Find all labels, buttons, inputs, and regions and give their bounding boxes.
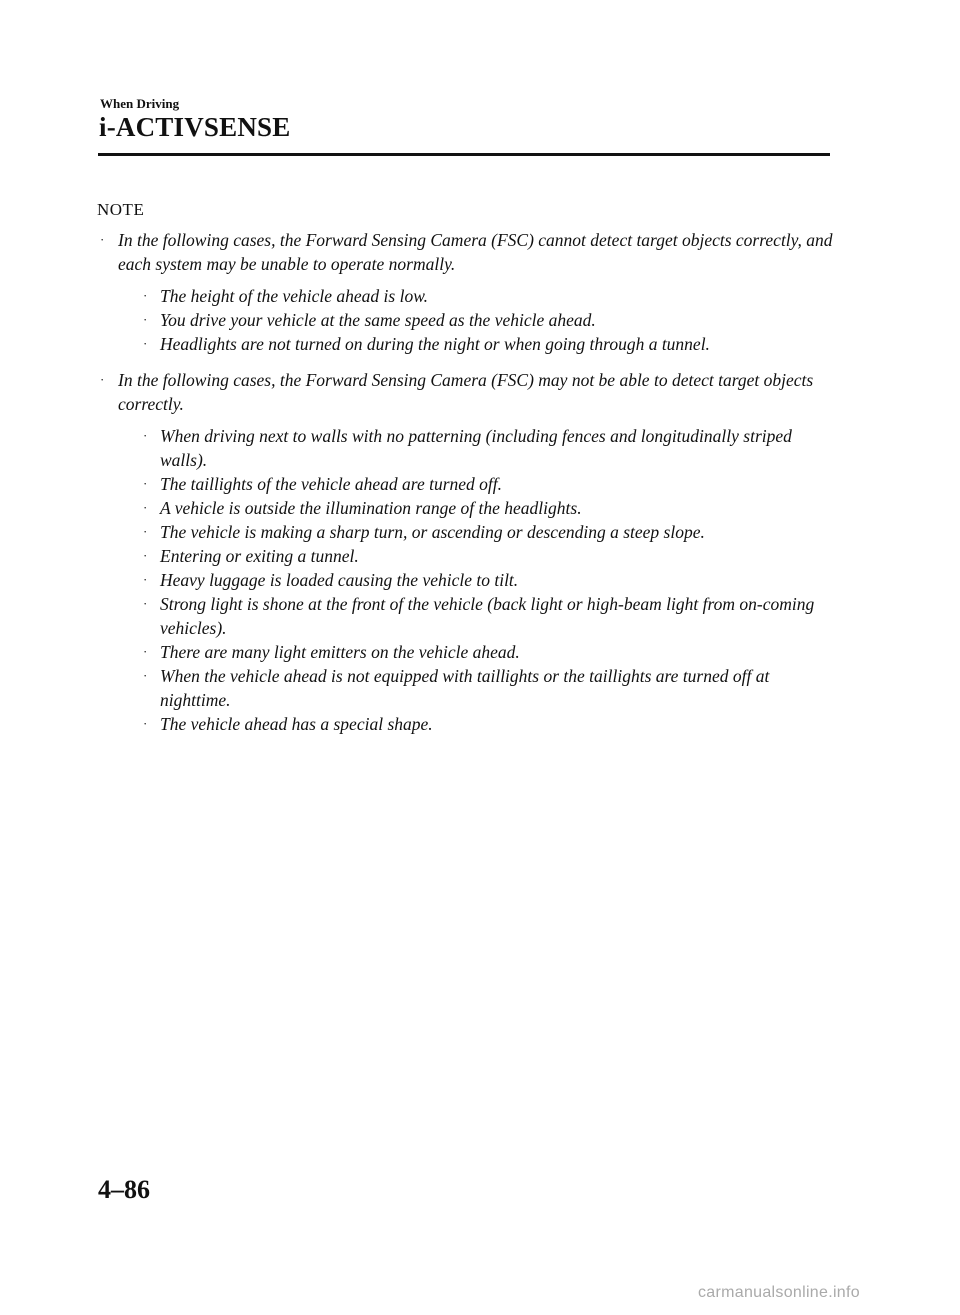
sub-item-text: When the vehicle ahead is not equipped with taillights or the taillights are turned off at nighttime. [160, 666, 770, 710]
note-item-text: In the following cases, the Forward Sensing Camera (FSC) cannot detect target objects correctly, and each system may be unable to operate normally. [118, 230, 833, 274]
note-item [97, 228, 837, 356]
sub-list-item [138, 496, 837, 520]
sub-item-text: A vehicle is outside the illumination range of the headlights. [160, 498, 582, 518]
sub-item-text: The vehicle ahead has a special shape. [160, 714, 433, 734]
sub-list-item [138, 544, 837, 568]
sub-item-text: You drive your vehicle at the same speed as the vehicle ahead. [160, 310, 596, 330]
sub-list-item [138, 664, 837, 712]
sub-list [118, 284, 837, 356]
bullet-icon: · [143, 548, 148, 563]
sub-item-text: Strong light is shone at the front of the vehicle (back light or high-beam light from on-coming vehicles). [160, 594, 815, 638]
sub-list-item [138, 308, 837, 332]
bullet-icon: · [100, 372, 105, 387]
bullet-icon: · [143, 288, 148, 303]
note-item-text: In the following cases, the Forward Sensing Camera (FSC) may not be able to detect target objects correctly. [118, 370, 814, 414]
note-heading: NOTE [97, 200, 145, 219]
sub-item-text: There are many light emitters on the vehicle ahead. [160, 642, 520, 662]
sub-list-item [138, 592, 837, 640]
sub-item-text: Heavy luggage is loaded causing the vehicle to tilt. [160, 570, 519, 590]
sub-list [118, 424, 837, 736]
bullet-icon: · [143, 572, 148, 587]
sub-list-item [138, 472, 837, 496]
note-box [97, 200, 837, 748]
bullet-icon: · [143, 716, 148, 731]
sub-list-item [138, 712, 837, 736]
page-number: 4–86 [98, 1175, 150, 1204]
bullet-icon: · [143, 668, 148, 683]
bullet-icon: · [143, 644, 148, 659]
title-divider [98, 153, 830, 156]
bullet-icon: · [143, 312, 148, 327]
sub-list-item [138, 424, 837, 472]
sub-list-item [138, 568, 837, 592]
sub-list-item [138, 284, 837, 308]
note-item [97, 368, 837, 736]
page-title: i-ACTIVSENSE [99, 112, 291, 142]
sub-list-item [138, 640, 837, 664]
bullet-icon: · [143, 524, 148, 539]
bullet-icon: · [143, 476, 148, 491]
bullet-icon: · [143, 428, 148, 443]
section-label: When Driving [100, 96, 180, 111]
bullet-icon: · [143, 336, 148, 351]
sub-item-text: The vehicle is making a sharp turn, or ascending or descending a steep slope. [160, 522, 705, 542]
sub-item-text: When driving next to walls with no patterning (including fences and longitudinally striped walls). [160, 426, 792, 470]
bullet-icon: · [100, 232, 105, 247]
sub-item-text: Headlights are not turned on during the night or when going through a tunnel. [160, 334, 710, 354]
watermark-text: carmanualsonline.info [698, 1284, 860, 1301]
sub-list-item [138, 332, 837, 356]
sub-item-text: The taillights of the vehicle ahead are turned off. [160, 474, 503, 494]
bullet-icon: · [143, 596, 148, 611]
sub-item-text: Entering or exiting a tunnel. [160, 546, 359, 566]
note-list [97, 228, 837, 736]
bullet-icon: · [143, 500, 148, 515]
sub-item-text: The height of the vehicle ahead is low. [160, 286, 428, 306]
sub-list-item [138, 520, 837, 544]
